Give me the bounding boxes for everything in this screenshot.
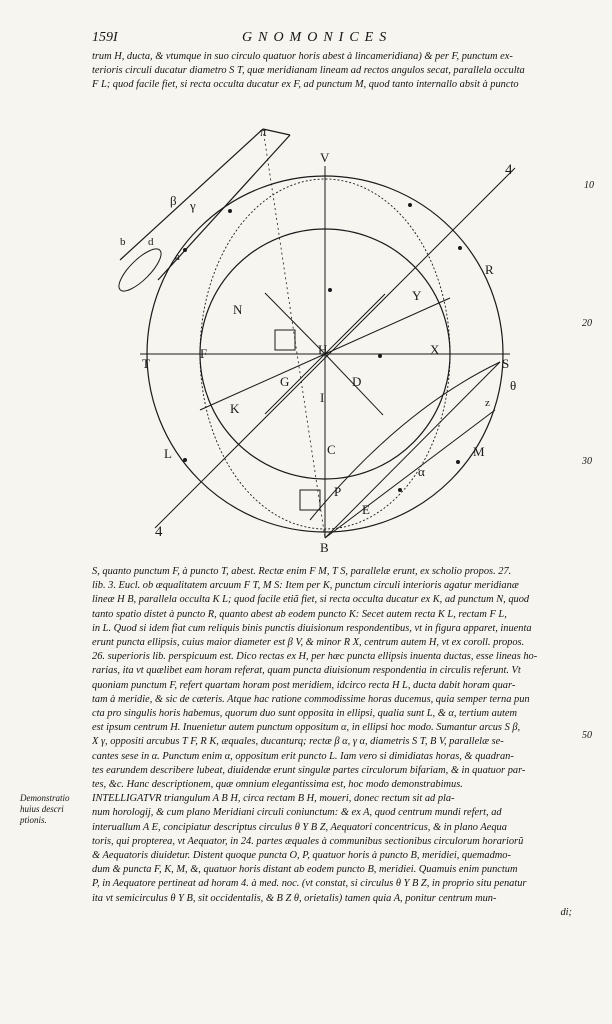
text-line: dum & puncta F, K, M, &, quatuor horis distant ab eodem puncto B, meridiei. Quamuis enim punctum [92, 864, 518, 876]
text-line: est ipsum centrum H. Inuenietur autem punctum oppositum α, in ellipsi hoc modo. Sumantur arcus S β, [92, 722, 521, 734]
text-line: ita vt semicirculus θ Y B, sit occidentalis, & B Z θ, orietalis) tamen quia A, ponitur centrum mun- [92, 892, 497, 904]
text-line: di; [560, 906, 572, 918]
figure-label: R [485, 262, 494, 277]
figure-label: 4 [155, 524, 163, 540]
figure-label: α [418, 464, 425, 479]
text-line: toris, qui propterea, vt Aequator, in 24. partes æquales à communibus sectionibus circulorum horariorũ [92, 835, 524, 847]
text-line: lineæ H B, parallela occulta K L; quod facile etiã fiet, si recta occulta ducatur ex K, ad punctum N, quod [92, 594, 530, 606]
text-line: F L; quod facile fiet, si recta occulta ducatur ex F, ad punctum M, quod tanto internallo absit à puncto [92, 79, 519, 91]
figure-label: π [260, 124, 267, 139]
figure-label: E [362, 502, 370, 517]
text-line: rarias, ita vt quælibet eam horam referat, quam puncta diuisionum respondentia in circulis referunt. Vt [92, 665, 521, 677]
figure-label: H [318, 342, 328, 357]
margin-note: Demonstratio huius descri ptionis. [20, 793, 70, 825]
figure-label: z [485, 397, 490, 409]
figure-label: 4 [505, 162, 513, 178]
text-line: terioris circuli ducatur diametro S T, quæ meridianam lineam ad rectos angulos secat, parallela occulta [92, 65, 525, 77]
cone-top-line [263, 129, 290, 135]
figure-label: γ [190, 198, 196, 213]
page-header [92, 30, 572, 48]
figure-label: M [473, 444, 485, 459]
figure-label: θ [510, 378, 517, 393]
figure-label: N [233, 302, 243, 317]
text-line: tes earundem describere lubeat, diuidendæ erunt singulæ partes circulorum bifariam, & in quatuor par- [92, 764, 526, 776]
figure-label: I [320, 390, 325, 405]
figure-label: V [320, 150, 330, 165]
hour-line [325, 294, 385, 354]
figure-label: K [230, 401, 240, 416]
top-text-block [92, 50, 570, 93]
figure-label: a [175, 251, 180, 263]
margin-line-number: 30 [582, 456, 592, 467]
figure-label: Y [412, 288, 422, 303]
diagonal-line [155, 168, 515, 528]
figure-label: D [352, 374, 362, 389]
text-line: interuallum A E, concipiatur descriptus circulus θ Y B Z, Aequatori concentricus, & in plano Aequa [92, 821, 507, 833]
margin-line-number: 50 [582, 730, 592, 741]
figure-label: b [120, 236, 126, 248]
figure-label: S [502, 356, 510, 371]
figure-label: X [430, 342, 440, 357]
figure-label: G [280, 374, 290, 389]
text-line: & Aequatoris diuidetur. Distent quoque puncta O, P, quatuor horis à puncto B, meridiei, quemadmo- [92, 850, 511, 862]
text-line: tanto spatio distet à puncto R, quanto abest ab eodem puncto K: Secet autem recta K L, rectam F L, [92, 608, 507, 620]
hour-line [265, 354, 325, 414]
sundial-geometric-figure [100, 110, 570, 560]
text-line: lib. 3. Eucl. ob æqualitatem arcuum F T, M S: Item per K, punctum circuli interioris agatur meridianæ [92, 580, 519, 592]
cone-left-line [120, 129, 263, 260]
text-line: tes, &c. Hanc descriptionem, quæ omnium elegantissima est, hoc modo demonstrabimus. [92, 779, 463, 791]
running-title: GNOMONICES [242, 30, 393, 45]
figure-label: β [170, 193, 177, 208]
figure-label: P [334, 484, 342, 499]
text-line: quoniam punctum F, refert quartam horam post meridiem, idcirco recta H L, ducta dabit horam quar- [92, 679, 516, 691]
text-line: S, quanto punctum F, à puncto T, abest. Rectæ enim F M, T S, parallelæ erunt, ex scholio propos. 27. [92, 566, 512, 577]
figure-label: L [164, 446, 172, 461]
text-line: X γ, oppositi arcubus T F, R K, æquales, ducanturq; rectæ β α, γ α, diametris S T, B V, parallelæ se- [92, 736, 504, 748]
page-number: 159I [92, 30, 118, 45]
figure-label: T [142, 356, 150, 371]
text-line: trum H, ducta, & vtumque in suo circulo quatuor horis abest à lincameridiana) & per F, punctum ex- [92, 51, 513, 62]
center-square [275, 330, 295, 350]
margin-line-number: 10 [584, 180, 594, 191]
text-line: erunt puncta ellipsis, cuius maior diameter est β V, & minor R X, centrum autem H, vt ex coroll. propos. [92, 637, 525, 649]
lower-square [300, 490, 320, 510]
hour-line [200, 354, 325, 410]
text-line: P, in Aequatore pertineat ad horam 4. à med. noc. (vt constat, si circulus θ Y B Z, in proprio situ penatur [92, 878, 527, 890]
text-line: tam à meridie, & sic de cæteris. Atque hac ratione commodissime horas ducemus, quia semper terna pun [92, 693, 530, 705]
text-line: cantes sese in α. Punctum enim α, oppositum erit puncto L. Iam vero si dimidiatas horas, & quadran- [92, 750, 514, 762]
figure-label: B [320, 540, 329, 555]
text-line: in L. Quod si idem fiat cum reliquis binis punctis diuisionum respondentibus, vt in figura apparet, inuenta [92, 622, 532, 634]
body-text-block [92, 565, 572, 920]
cone-axis [263, 129, 328, 538]
text-line: cta pro singulis horis habemus, quorum duo sunt opposita in ellipsi, qualia sunt L, & α, tertium autem [92, 708, 518, 720]
figure-label: F [200, 346, 208, 361]
margin-line-number: 20 [582, 318, 592, 329]
text-line: num horologij, & cum plano Meridiani circuli coniunctum: & ex A, quod centrum mundi refert, ad [92, 807, 502, 819]
figure-label: C [327, 442, 336, 457]
text-line: 26. superioris lib. perspicuum est. Dico rectas ex H, per hæc puncta ellipsis inuenta ductas, esse lineas ho- [92, 651, 538, 663]
text-line: INTELLIGATVR triangulum A B H, circa rectam B H, moueri, donec rectum sit ad pla- [92, 793, 455, 805]
figure-label: d [148, 236, 154, 248]
